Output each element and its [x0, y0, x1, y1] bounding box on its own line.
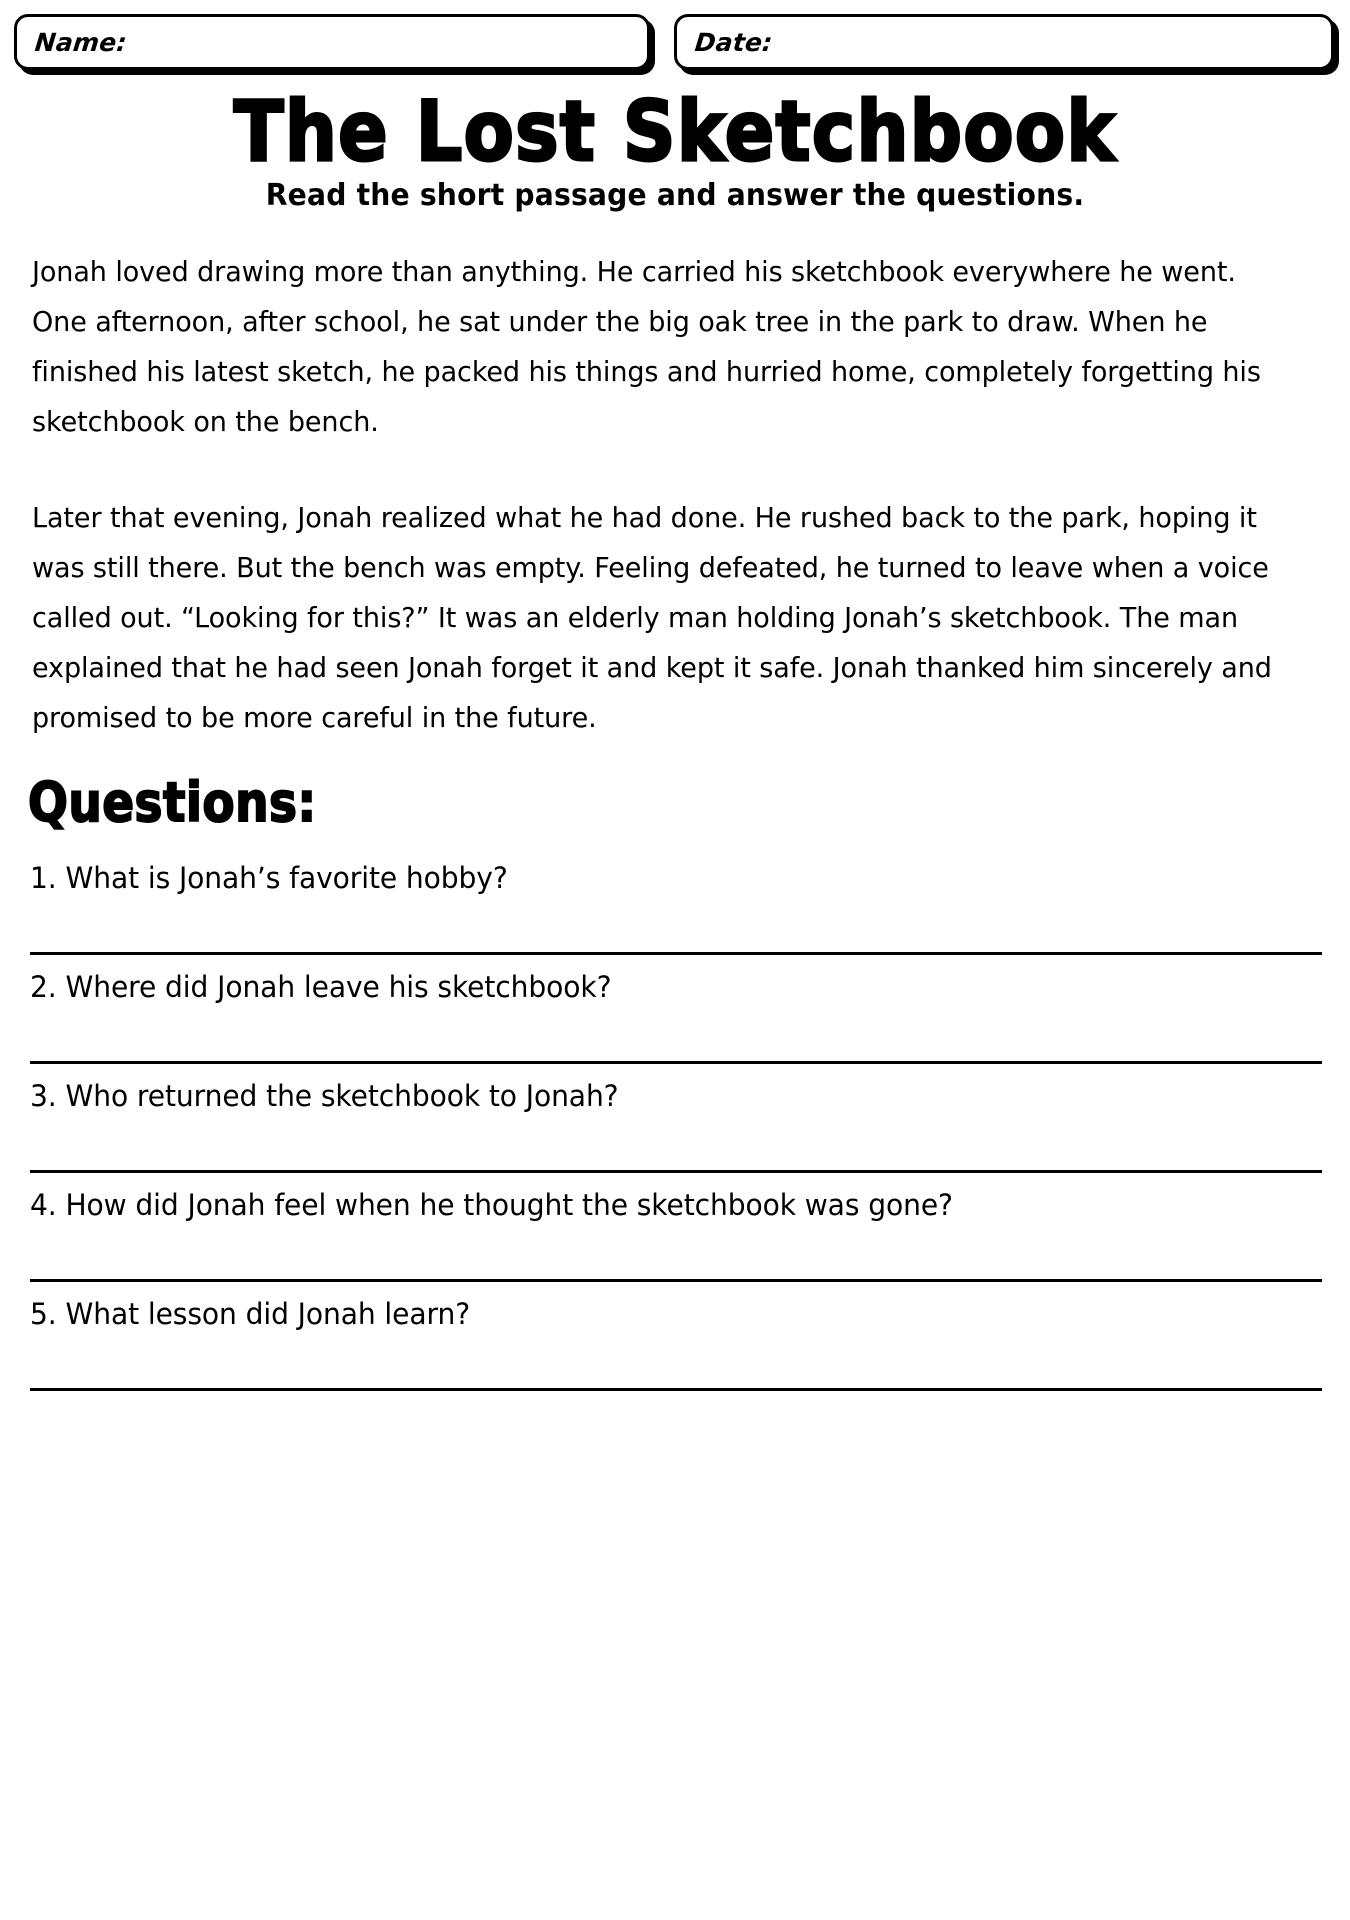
questions-heading: Questions: [28, 770, 317, 834]
student-info-header [0, 0, 1350, 70]
questions-list [30, 858, 1322, 1391]
passage-paragraph-1: Jonah loved drawing more than anything. He carried his sketchbook everywhere he went. One afternoon, after school, he sat under the big oak tree in the park to draw. When he finished his latest sketch, he packed his things and hurried home, completely forgetting his sketchbook on the bench. [32, 254, 1261, 438]
question-item [30, 858, 1322, 955]
passage-paragraph-2: Later that evening, Jonah realized what he had done. He rushed back to the park, hoping it was still there. But the bench was empty. Feeling defeated, he turned to leave when a voice called out. “Looking for this?” It was an elderly man holding Jonah’s sketchbook. The man explained that he had seen Jonah forget it and kept it safe. Jonah thanked him sincerely and promised to be more careful in the future. [32, 500, 1272, 734]
answer-line[interactable] [30, 1388, 1322, 1391]
answer-line[interactable] [30, 952, 1322, 955]
answer-line[interactable] [30, 1279, 1322, 1282]
name-field-label: Name: [33, 27, 129, 57]
question-text: 1. What is Jonah’s favorite hobby? [30, 860, 508, 895]
question-text: 2. Where did Jonah leave his sketchbook? [30, 969, 612, 1004]
reading-passage [32, 247, 1322, 743]
question-item [30, 967, 1322, 1064]
date-field-label: Date: [693, 27, 775, 57]
answer-line[interactable] [30, 1061, 1322, 1064]
name-field[interactable] [14, 14, 650, 70]
answer-line[interactable] [30, 1170, 1322, 1173]
question-item [30, 1185, 1322, 1282]
question-text: 4. How did Jonah feel when he thought the sketchbook was gone? [30, 1187, 953, 1222]
question-item [30, 1076, 1322, 1173]
date-field[interactable] [674, 14, 1334, 70]
title-block [0, 83, 1350, 213]
question-text: 5. What lesson did Jonah learn? [30, 1296, 471, 1331]
worksheet-title: The Lost Sketchbook [233, 83, 1117, 180]
question-item [30, 1294, 1322, 1391]
worksheet-subtitle: Read the short passage and answer the questions. [265, 177, 1085, 213]
question-text: 3. Who returned the sketchbook to Jonah? [30, 1078, 619, 1113]
